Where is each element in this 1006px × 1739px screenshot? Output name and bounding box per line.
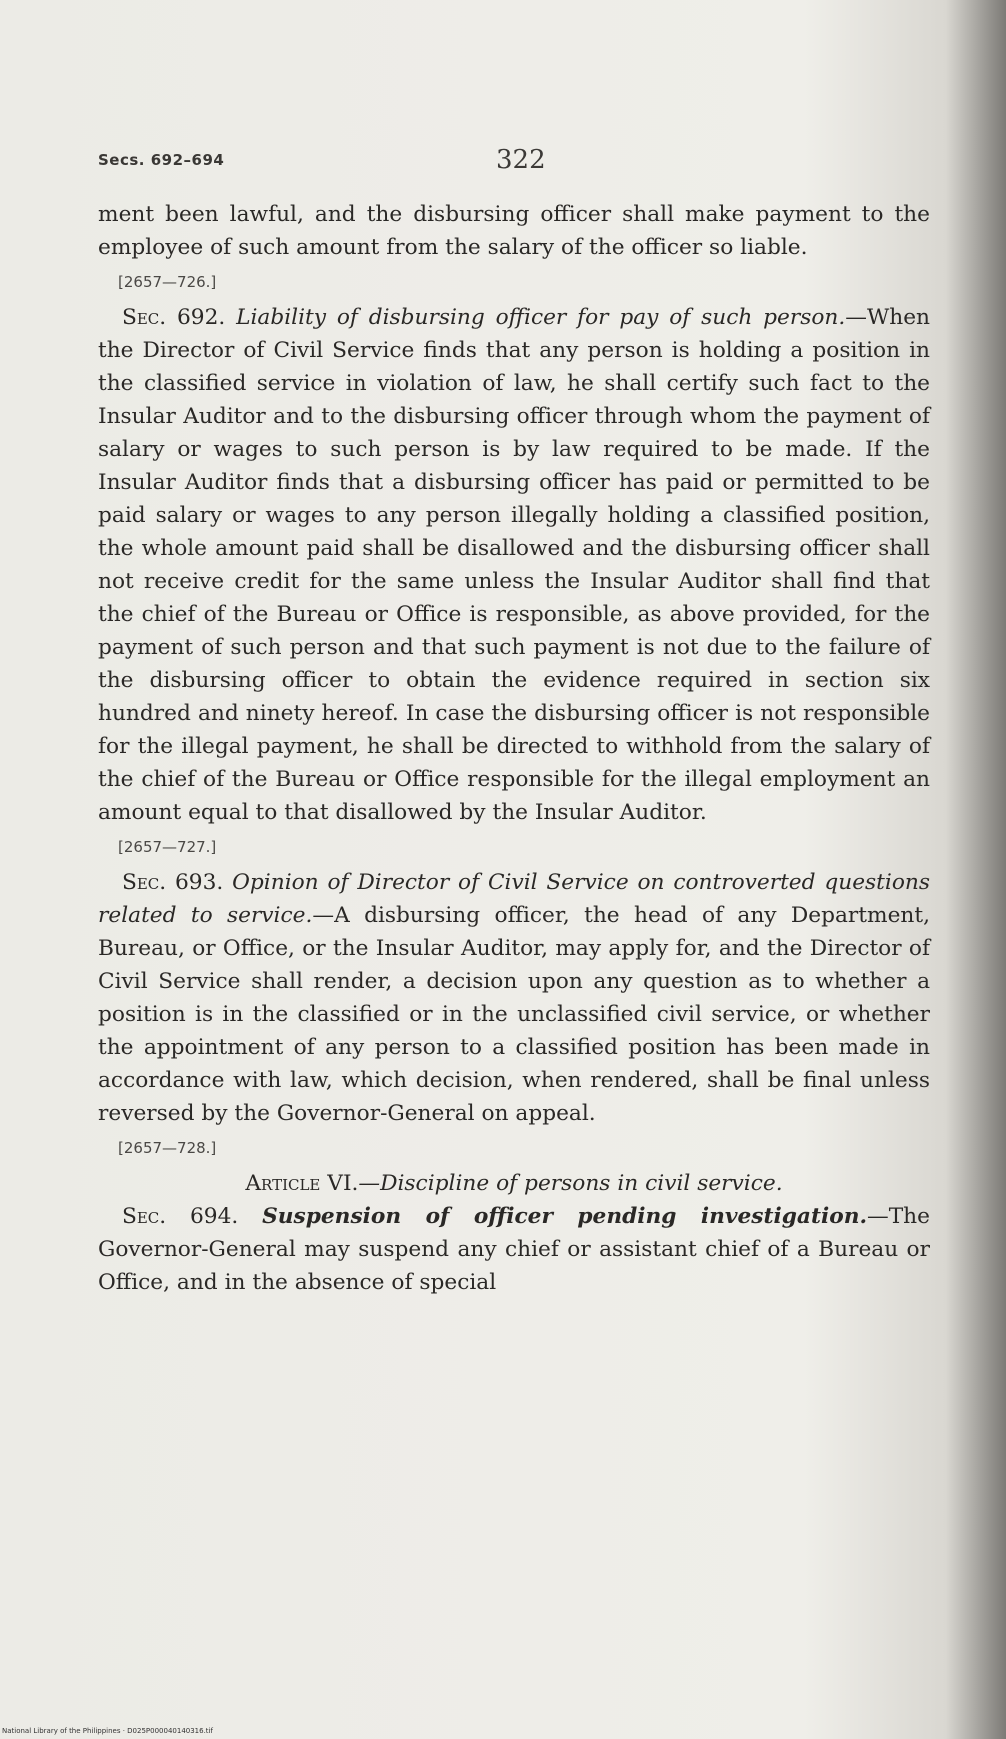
body-text — [98, 198, 930, 1299]
section-694 — [98, 1200, 930, 1299]
article-title: —Discipline of persons in civil service. — [358, 1171, 783, 1196]
article-label: Article VI. — [245, 1171, 359, 1196]
reference-727: [2657—727.] — [118, 838, 217, 856]
paragraph-continuation: ment been lawful, and the disbursing officer shall make payment to the employee of such amount from the salary of the officer so liable. — [98, 202, 930, 260]
section-693-title: Opinion of Director of Civil Service on controverted questions related to service. — [98, 870, 930, 928]
page-header — [98, 145, 938, 185]
section-693-label: Sec. 693. — [122, 870, 224, 895]
scan-footer: National Library of the Philippines · D025P000040140316.tif — [2, 1727, 213, 1735]
article-heading — [98, 1167, 930, 1200]
section-694-text: —The Governor-General may suspend any chief or assistant chief of a Bureau or Office, and in the absence of special — [98, 1204, 930, 1295]
section-692-text: —When the Director of Civil Service finds that any person is holding a position in the classified service in violation of law, he shall certify such fact to the Insular Auditor and to the disbursing officer through whom the payment of salary or wages to such person is by law required to be made. If the Insular Auditor finds that a disbursing officer has paid or permitted to be paid salary or wages to any person illegally holding a classified position, the whole amount paid shall be disallowed and the disbursing officer shall not receive credit for the same unless the Insular Auditor shall find that the chief of the Bureau or Office is responsible, as above provided, for the payment of such person and that such payment is not due to the failure of the disbursing officer to obtain the evidence required in section six hundred and ninety hereof. In case the disbursing officer is not responsible for the illegal payment, he shall be directed to withhold from the salary of the chief of the Bureau or Office responsible for the illegal employment an amount equal to that disallowed by the Insular Auditor. — [98, 305, 930, 825]
section-692-title: Liability of disbursing officer for pay of such person. — [236, 305, 846, 330]
section-692 — [98, 301, 930, 829]
section-694-label: Sec. 694. — [122, 1204, 239, 1229]
section-692-label: Sec. 692. — [122, 305, 226, 330]
section-694-title: Suspension of officer pending investigation. — [262, 1204, 868, 1229]
section-693-text: —A disbursing officer, the head of any Department, Bureau, or Office, or the Insular Auditor, may apply for, and the Director of Civil Service shall render, a decision upon any question as to whether a position is in the classified or in the unclassified civil service, or whether the appointment of any person to a classified position has been made in accordance with law, which decision, when rendered, shall be final unless reversed by the Governor-General on appeal. — [98, 903, 930, 1126]
section-693 — [98, 866, 930, 1130]
reference-728: [2657—728.] — [118, 1139, 217, 1157]
page-number: 322 — [496, 145, 546, 175]
section-range: Secs. 692–694 — [98, 151, 225, 169]
reference-726: [2657—726.] — [118, 273, 217, 291]
